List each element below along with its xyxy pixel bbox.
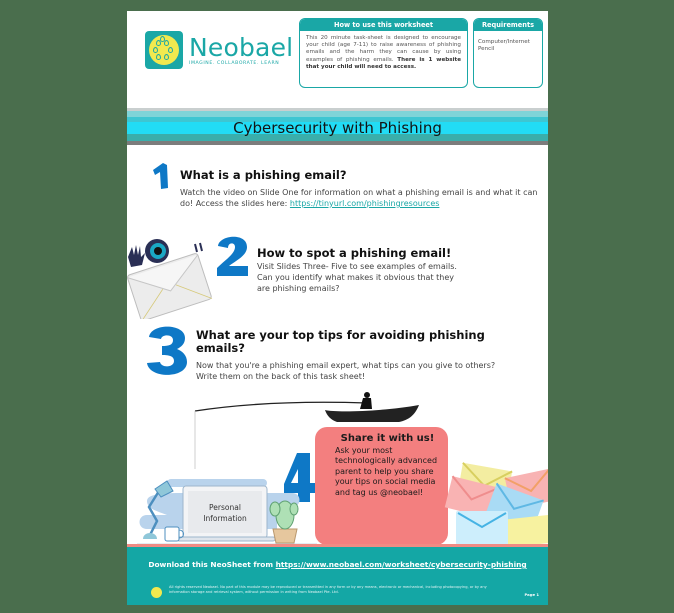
section-3-text: Now that you're a phishing email expert, what tips can you give to others? Write them on the back of this task sheet! — [196, 361, 496, 381]
number-1-icon — [149, 161, 171, 191]
how-to-use-heading: How to use this worksheet — [300, 19, 467, 31]
download-prefix: Download this NeoSheet from — [148, 560, 274, 569]
footer — [127, 547, 548, 605]
section-3-title: What are your top tips for avoiding phishing emails? — [196, 328, 485, 355]
requirements-heading: Requirements — [474, 19, 542, 31]
number-2-icon — [215, 233, 251, 277]
phishing-resources-link[interactable]: https://tinyurl.com/phishingresources — [289, 199, 440, 208]
worksheet-page — [127, 11, 548, 605]
section-2-text: Visit Slides Three- Five to see examples of emails. Can you identify what makes it obvious that they are phishing emails? — [257, 262, 457, 293]
title-banner — [127, 108, 548, 145]
envelope-pile-illustration — [440, 461, 548, 545]
share-it-box — [315, 427, 448, 545]
desk-illustration — [127, 463, 317, 545]
lemon-logo-icon — [145, 31, 183, 69]
section-1-title: What is a phishing email? — [180, 168, 347, 182]
copyright-text: All rights reserved Neobael. No part of this module may be reproduced or transmitted in any form or by any means, electronic or mechanical, including photocopying, or by any information storage and retrieval system, without permission in writing from Neobael Pte. Ltd. — [169, 585, 487, 594]
download-link[interactable]: https://www.neobael.com/worksheet/cybersecurity-phishing — [275, 560, 527, 569]
how-to-use-text: This 20 minute task-sheet is designed to encourage your child (age 7-11) to raise awareness of phishing emails and the harm they can cause by using examples of phishing emails. — [306, 35, 461, 63]
laptop-screen-line-1: Personal — [209, 503, 241, 512]
section-4-text: Ask your most technologically advanced parent to help you share your tips on social media and tag us @neobael! — [335, 446, 438, 497]
section-1-body: Watch the video on Slide One for information on what a phishing email is and what it can do! Access the slides here: — [180, 188, 538, 208]
brand-name: Neobael — [189, 32, 294, 62]
brand-tagline: IMAGINE. COLLABORATE. LEARN — [189, 60, 280, 66]
section-4-title: Share it with us! — [340, 433, 435, 444]
number-3-icon — [145, 325, 189, 377]
section-2-title: How to spot a phishing email! — [257, 246, 452, 260]
requirement-item: Pencil — [478, 46, 495, 53]
fisherman-icon — [364, 392, 370, 398]
section-1-text — [180, 187, 540, 209]
requirement-item: Computer/Internet — [478, 39, 530, 45]
laptop-screen-line-2: Information — [203, 514, 247, 523]
footer-lemon-icon — [151, 587, 162, 598]
neobael-logo — [145, 31, 293, 69]
requirements-box — [473, 18, 543, 88]
page-number: Page 1 — [524, 592, 539, 597]
envelope-illustration — [127, 239, 215, 319]
download-line — [127, 560, 548, 569]
how-to-use-bold-text: There is 1 website that your child will need to access. — [306, 56, 461, 70]
page-title: Cybersecurity with Phishing — [233, 119, 442, 137]
hand-icon — [128, 245, 145, 267]
how-to-use-box — [299, 18, 468, 88]
